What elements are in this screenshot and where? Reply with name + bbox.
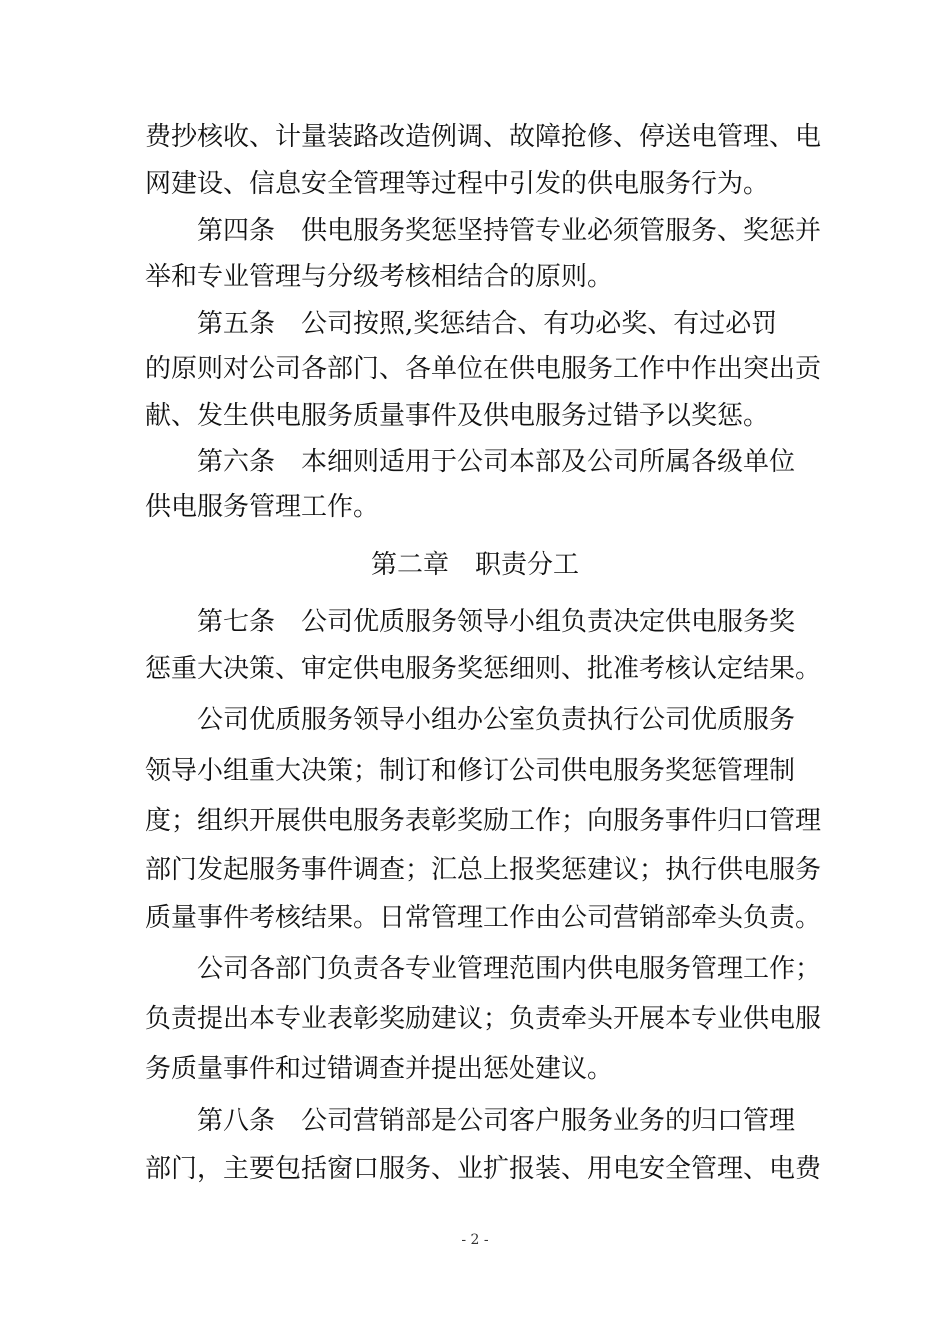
article-8-line: 第八条 公司营销部是公司客户服务业务的归口管理 <box>197 1106 796 1136</box>
text-line: 举和专业管理与分级考核相结合的原则。 <box>145 262 614 292</box>
article-4-line: 第四条 供电服务奖惩坚持管专业必须管服务、奖惩并 <box>197 216 822 246</box>
text-line: 的原则对公司各部门、各单位在供电服务工作中作出突出贡 <box>145 354 822 384</box>
article-7-line: 第七条 公司优质服务领导小组负责决定供电服务奖 <box>197 607 796 637</box>
text-line: 惩重大决策、审定供电服务奖惩细则、批准考核认定结果。 <box>145 654 822 684</box>
text-line: 网建设、信息安全管理等过程中引发的供电服务行为。 <box>145 169 770 199</box>
article-5-line: 第五条 公司按照,奖惩结合、有功必奖、有过必罚 <box>197 309 778 339</box>
text-line: 度；组织开展供电服务表彰奖励工作；向服务事件归口管理 <box>145 806 822 836</box>
article-6-line: 第六条 本细则适用于公司本部及公司所属各级单位 <box>197 447 796 477</box>
text-line: 质量事件考核结果。日常管理工作由公司营销部牵头负责。 <box>145 903 822 933</box>
text-line: 公司各部门负责各专业管理范围内供电服务管理工作； <box>197 954 822 984</box>
text-line: 部门发起服务事件调查；汇总上报奖惩建议；执行供电服务 <box>145 855 822 885</box>
text-line: 供电服务管理工作。 <box>145 492 380 522</box>
text-line: 公司优质服务领导小组办公室负责执行公司优质服务 <box>197 705 796 735</box>
text-line: 费抄核收、计量装路改造例调、故障抢修、停送电管理、电 <box>145 122 822 152</box>
text-line: 献、发生供电服务质量事件及供电服务过错予以奖惩。 <box>145 401 770 431</box>
text-line: 负责提出本专业表彰奖励建议；负责牵头开展本专业供电服 <box>145 1004 822 1034</box>
chapter-heading: 第二章 职责分工 <box>370 550 579 580</box>
page-number: - 2 - <box>461 1232 489 1248</box>
text-line: 务质量事件和过错调查并提出惩处建议。 <box>145 1054 614 1084</box>
text-line: 部门，主要包括窗口服务、业扩报装、用电安全管理、电费 <box>145 1154 822 1184</box>
text-line: 领导小组重大决策；制订和修订公司供电服务奖惩管理制 <box>145 756 796 786</box>
